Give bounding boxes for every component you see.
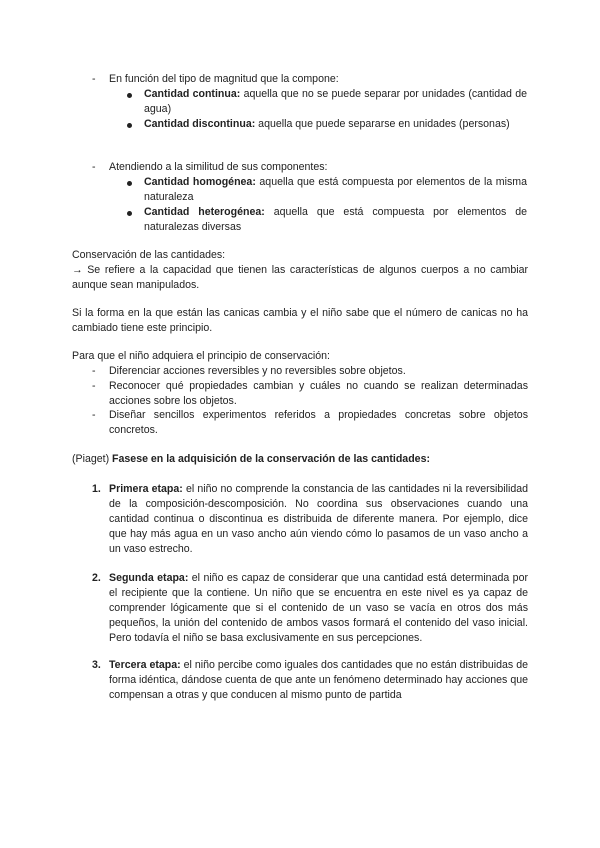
stage-term: Segunda etapa: bbox=[109, 572, 189, 584]
bullet-dot-icon bbox=[127, 123, 132, 128]
stage-term: Tercera etapa: bbox=[109, 659, 181, 671]
description: aquella que está compuesta por elementos de la misma naturaleza bbox=[144, 176, 527, 203]
acquire-item bbox=[92, 379, 528, 409]
stage-description: el niño no comprende la constancia de las cantidades ni la reversibilidad de la composición-descomposición. No coordina sus observaciones cuando una cantidad continua o discontinua es distribuida de diferente manera. Por ejemplo, dice que hay más agua en un vaso ancho aún viendo cómo lo pasamos de un vaso ancho a un vaso estrecho. bbox=[109, 483, 528, 555]
acquire-intro: Para que el niño adquiera el principio de conservación: bbox=[72, 350, 330, 362]
piaget-title-main: Fasese en la adquisición de la conservación de las cantidades: bbox=[112, 453, 430, 465]
bullet-homogeneous bbox=[127, 175, 527, 205]
description: aquella que puede separarse en unidades (personas) bbox=[255, 118, 510, 130]
stage-term: Primera etapa: bbox=[109, 483, 183, 495]
stage-number: 1. bbox=[92, 483, 101, 495]
stage-description: el niño es capaz de considerar que una cantidad está determinada por el recipiente que la contiene. Un niño que se encuentra en este nivel es ya capaz de comprender lógicamente que si el contenido de un vaso se vacía en otros dos más pequeños, la unión del contenido de ambos vasos formará el contenido del vaso inicial. Pero todavía el niño se basa exclusivamente en sus percepciones. bbox=[109, 572, 528, 644]
term: Cantidad homogénea: bbox=[144, 176, 256, 188]
dash-marker: - bbox=[92, 73, 96, 85]
description: aquella que no se puede separar por unidades (cantidad de agua) bbox=[144, 88, 527, 115]
conservation-example: Si la forma en la que están las canicas cambia y el niño sabe que el número de canicas no ha cambiado tiene este principio. bbox=[72, 307, 528, 334]
heading-text: En función del tipo de magnitud que la compone: bbox=[109, 73, 339, 85]
bullet-continuous bbox=[127, 87, 527, 117]
bullet-dot-icon bbox=[127, 93, 132, 98]
term: Cantidad heterogénea: bbox=[144, 206, 265, 218]
bullet-discontinuous bbox=[127, 117, 527, 132]
heading-text: Atendiendo a la similitud de sus componentes: bbox=[109, 161, 328, 173]
stage-number: 3. bbox=[92, 659, 101, 671]
stage-item bbox=[92, 571, 528, 646]
stage-number: 2. bbox=[92, 572, 101, 584]
bullet-dot-icon bbox=[127, 181, 132, 186]
stage-item bbox=[92, 482, 528, 557]
bullet-dot-icon bbox=[127, 211, 132, 216]
description: aquella que está compuesta por elementos de naturalezas diversas bbox=[144, 206, 527, 233]
acquire-item bbox=[92, 408, 528, 438]
dash-marker: - bbox=[92, 365, 96, 377]
conservation-title: Conservación de las cantidades: bbox=[72, 249, 226, 261]
bullet-heterogeneous bbox=[127, 205, 527, 235]
dash-marker: - bbox=[92, 161, 96, 173]
item-text: Reconocer qué propiedades cambian y cuáles no cuando se realizan determinadas acciones sobre los objetos. bbox=[109, 380, 528, 407]
magnitude-type-heading bbox=[92, 72, 532, 87]
item-text: Diseñar sencillos experimentos referidos a propiedades concretas sobre objetos concretos. bbox=[109, 409, 528, 436]
stage-description: el niño percibe como iguales dos cantidades que no están distribuidas de forma idéntica, dándose cuenta de que ante un fenómeno determinado hay acciones que compensan a otras y que conducen al mismo punto de partida bbox=[109, 659, 528, 701]
similarity-heading bbox=[92, 160, 532, 175]
conservation-definition: → Se refiere a la capacidad que tienen las características de algunos cuerpos a no cambiar aunque sean manipulados. bbox=[72, 264, 528, 291]
piaget-title bbox=[72, 452, 528, 467]
piaget-title-prefix: (Piaget) bbox=[72, 453, 113, 465]
term: Cantidad discontinua: bbox=[144, 118, 256, 130]
stage-item bbox=[92, 658, 528, 703]
dash-marker: - bbox=[92, 409, 96, 421]
term: Cantidad continua: bbox=[144, 88, 241, 100]
dash-marker: - bbox=[92, 380, 96, 392]
item-text: Diferenciar acciones reversibles y no reversibles sobre objetos. bbox=[109, 365, 406, 377]
acquire-item bbox=[92, 364, 528, 379]
